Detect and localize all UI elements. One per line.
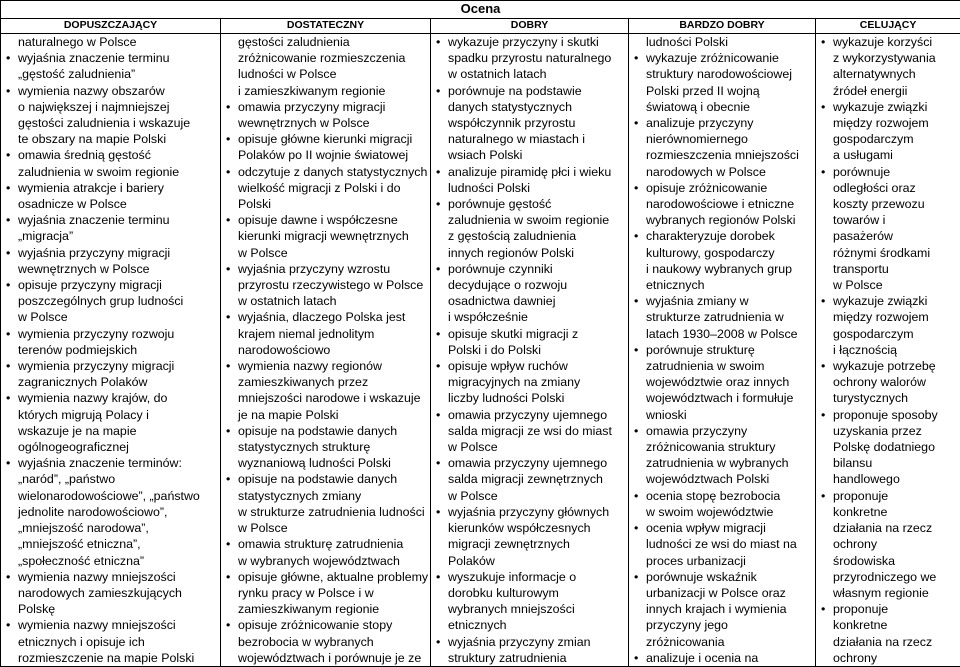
criterion-continuation: zamieszkiwanych przez (223, 374, 428, 390)
criterion-continuation: pasażerów (818, 228, 958, 244)
criterion-continuation: „naród”, „państwo (3, 471, 218, 487)
criterion-item: • omawia przyczyny migracji (223, 99, 428, 115)
criterion-continuation: „mniejszość narodowa”, (3, 520, 218, 536)
criterion-continuation: Polski przed II wojną (631, 83, 813, 99)
criterion-continuation: zagranicznych Polaków (3, 374, 218, 390)
criterion-continuation: je na mapie Polski (223, 407, 428, 423)
criterion-continuation: przyrostu rzeczywistego w Polsce (223, 277, 428, 293)
criterion-item: • wykazuje związki (818, 293, 958, 309)
criterion-continuation: turystycznych (818, 390, 958, 406)
criterion-item: • wyjaśnia przyczyny głównych (433, 504, 626, 520)
column-dostateczny (221, 34, 431, 667)
criterion-item: • wymienia nazwy obszarów (3, 83, 218, 99)
criterion-continuation: ludności Polski (631, 34, 813, 50)
criterion-continuation: z gęstością zaludnienia (433, 228, 626, 244)
column-dopuszczajacy (1, 34, 221, 667)
criterion-item: • wymienia przyczyny migracji (3, 358, 218, 374)
criterion-continuation: z wykorzystywania (818, 50, 958, 66)
criterion-continuation: naturalnego w miastach i (433, 131, 626, 147)
criterion-continuation: gęstości zaludnienia i wskazuje (3, 115, 218, 131)
criterion-item: • wymienia nazwy mniejszości (3, 617, 218, 633)
criterion-continuation: wnioski (631, 407, 813, 423)
criterion-item: • analizuje piramidę płci i wieku (433, 164, 626, 180)
criterion-item: • opisuje główne kierunki migracji (223, 131, 428, 147)
criterion-continuation: własnym regionie (818, 585, 958, 601)
criterion-continuation: Polskę (3, 601, 218, 617)
criterion-continuation: urbanizacji w Polsce oraz (631, 585, 813, 601)
criterion-item: • wyjaśnia przyczyny wzrostu (223, 261, 428, 277)
criterion-continuation: kierunków współczesnych (433, 520, 626, 536)
criterion-continuation: poszczególnych grup ludności (3, 293, 218, 309)
criterion-continuation: ludności Polski (433, 180, 626, 196)
criterion-continuation: ludności ze wsi do miast na (631, 536, 813, 552)
criterion-continuation: statystycznych zmiany (223, 488, 428, 504)
criterion-continuation: środowiska (818, 553, 958, 569)
criterion-item: • wyjaśnia znaczenie terminu (3, 50, 218, 66)
criterion-item: • ocenia wpływ migracji (631, 520, 813, 536)
criterion-continuation: a usługami (818, 147, 958, 163)
criterion-item: • odczytuje z danych statystycznych (223, 164, 428, 180)
criterion-continuation: zaludnienia w swoim regionie (433, 212, 626, 228)
level-header-dostateczny: DOSTATECZNY (221, 19, 431, 34)
criterion-item: • opisuje na podstawie danych (223, 423, 428, 439)
criterion-continuation: krajem niemal jednolitym (223, 326, 428, 342)
criterion-item: • charakteryzuje dorobek (631, 228, 813, 244)
criterion-continuation: w Polsce (818, 277, 958, 293)
criterion-continuation: zamieszkiwanym regionie (223, 601, 428, 617)
criterion-item: • wykazuje zróżnicowanie (631, 50, 813, 66)
level-header-dobry: DOBRY (431, 19, 629, 34)
criterion-continuation: te obszary na mapie Polski (3, 131, 218, 147)
criterion-continuation: odległości oraz (818, 180, 958, 196)
criterion-continuation: i zamieszkiwanym regionie (223, 83, 428, 99)
criterion-item: • opisuje skutki migracji z (433, 326, 626, 342)
criterion-item: • porównuje strukturę (631, 342, 813, 358)
criterion-item: • ocenia stopę bezrobocia (631, 488, 813, 504)
criterion-continuation: i łącznością (818, 342, 958, 358)
criterion-item: • wymienia nazwy mniejszości (3, 569, 218, 585)
level-header-dopuszczajacy: DOPUSZCZAJĄCY (1, 19, 221, 34)
criterion-continuation: strukturze zatrudnienia w (631, 309, 813, 325)
criterion-continuation: proces urbanizacji (631, 553, 813, 569)
criterion-item: • omawia przyczyny (631, 423, 813, 439)
criterion-continuation: danych statystycznych (433, 99, 626, 115)
criterion-item: • proponuje sposoby (818, 407, 958, 423)
criterion-continuation: gospodarczym (818, 326, 958, 342)
criterion-continuation: alternatywnych (818, 66, 958, 82)
criterion-continuation: latach 1930–2008 w Polsce (631, 326, 813, 342)
criterion-continuation: wewnętrznych w Polsce (223, 115, 428, 131)
criterion-item: • opisuje główne, aktualne problemy (223, 569, 428, 585)
criterion-continuation: osadnictwa dawniej (433, 293, 626, 309)
criterion-item: • opisuje zróżnicowanie (631, 180, 813, 196)
criterion-item: • analizuje i ocenia na (631, 650, 813, 666)
criterion-item: • porównuje (818, 164, 958, 180)
criterion-continuation: w ostatnich latach (433, 66, 626, 82)
criterion-continuation: „społeczność etniczna” (3, 553, 218, 569)
criterion-continuation: działania na rzecz (818, 520, 958, 536)
criterion-continuation: rozmieszczenie na mapie Polski (3, 650, 218, 666)
criterion-continuation: ludności w Polsce (223, 66, 428, 82)
criterion-continuation: rozmieszczenia mniejszości (631, 147, 813, 163)
criterion-item: • wyjaśnia przyczyny zmian (433, 634, 626, 650)
criterion-continuation: wsiach Polski (433, 147, 626, 163)
criterion-item: • porównuje gęstość (433, 196, 626, 212)
criterion-continuation: wewnętrznych w Polsce (3, 261, 218, 277)
criterion-item: • omawia przyczyny ujemnego (433, 455, 626, 471)
criterion-continuation: nierównomiernego (631, 131, 813, 147)
criterion-continuation: których migrują Polacy i (3, 407, 218, 423)
criterion-continuation: terenów podmiejskich (3, 342, 218, 358)
criterion-continuation: zaludnienia w swoim regionie (3, 164, 218, 180)
criterion-continuation: salda migracji ze wsi do miast (433, 423, 626, 439)
criterion-continuation: w strukturze zatrudnienia ludności (223, 504, 428, 520)
criterion-continuation: województwie oraz innych (631, 374, 813, 390)
criterion-item: • wyjaśnia zmiany w (631, 293, 813, 309)
criterion-continuation: ochrony (818, 650, 958, 666)
criterion-continuation: narodowych w Polsce (631, 164, 813, 180)
criterion-continuation: ochrony walorów (818, 374, 958, 390)
criterion-continuation: województwach Polski (631, 471, 813, 487)
criterion-continuation: koszty przewozu (818, 196, 958, 212)
criterion-continuation: Polaków (433, 553, 626, 569)
criterion-continuation: o największej i najmniejszej (3, 99, 218, 115)
criterion-continuation: w Polsce (223, 520, 428, 536)
criterion-continuation: między rozwojem (818, 115, 958, 131)
criterion-continuation: wybranych regionów Polski (631, 212, 813, 228)
criterion-continuation: Polski i do Polski (433, 342, 626, 358)
criterion-continuation: statystycznych strukturę (223, 439, 428, 455)
criterion-item: • wyjaśnia znaczenie terminów: (3, 455, 218, 471)
criterion-item: • omawia strukturę zatrudnienia (223, 536, 428, 552)
column-celujacy (816, 34, 960, 667)
criterion-continuation: działania na rzecz (818, 634, 958, 650)
criterion-item: • omawia przyczyny ujemnego (433, 407, 626, 423)
criterion-continuation: konkretne (818, 617, 958, 633)
criterion-continuation: bezrobocia w wybranych (223, 634, 428, 650)
criterion-item: • wymienia atrakcje i bariery (3, 180, 218, 196)
criterion-continuation: w swoim województwie (631, 504, 813, 520)
criterion-continuation: narodowościowo (223, 342, 428, 358)
criterion-continuation: spadku przyrostu naturalnego (433, 50, 626, 66)
criterion-continuation: zatrudnienia w wybranych (631, 455, 813, 471)
criterion-continuation: w ostatnich latach (223, 293, 428, 309)
criterion-continuation: naturalnego w Polsce (3, 34, 218, 50)
criterion-continuation: i współcześnie (433, 309, 626, 325)
criterion-continuation: województwach i porównuje je ze (223, 650, 428, 666)
criterion-continuation: etnicznych (433, 617, 626, 633)
criterion-continuation: narodowych zamieszkujących (3, 585, 218, 601)
criterion-item: • porównuje wskaźnik (631, 569, 813, 585)
criterion-continuation: mniejszości narodowe i wskazuje (223, 390, 428, 406)
criterion-item: • proponuje (818, 488, 958, 504)
criterion-continuation: struktury narodowościowej (631, 66, 813, 82)
criterion-item: • wyszukuje informacje o (433, 569, 626, 585)
criterion-continuation: zróżnicowania (631, 634, 813, 650)
criterion-continuation: województwach i formułuje (631, 390, 813, 406)
criterion-item: • wykazuje potrzebę (818, 358, 958, 374)
criterion-continuation: kulturowy, gospodarczy (631, 245, 813, 261)
criterion-item: • analizuje przyczyny (631, 115, 813, 131)
criterion-continuation: w Polsce (3, 309, 218, 325)
criterion-continuation: w Polsce (433, 488, 626, 504)
criterion-continuation: dorobku kulturowym (433, 585, 626, 601)
criterion-continuation: bilansu (818, 455, 958, 471)
criterion-continuation: gospodarczym (818, 131, 958, 147)
criterion-continuation: transportu (818, 261, 958, 277)
criterion-continuation: „migracja” (3, 228, 218, 244)
criterion-item: • wyjaśnia, dlaczego Polska jest (223, 309, 428, 325)
criterion-continuation: Polaków po II wojnie światowej (223, 147, 428, 163)
criterion-continuation: liczby ludności Polski (433, 390, 626, 406)
criterion-item: • wymienia nazwy regionów (223, 358, 428, 374)
criterion-continuation: w Polsce (223, 245, 428, 261)
criterion-continuation: w Polsce (433, 439, 626, 455)
criterion-item: • wykazuje korzyści (818, 34, 958, 50)
criterion-item: • proponuje (818, 601, 958, 617)
criterion-continuation: migracyjnych na zmiany (433, 374, 626, 390)
criterion-item: • wykazuje związki (818, 99, 958, 115)
level-header-bardzo-dobry: BARDZO DOBRY (629, 19, 816, 34)
criterion-continuation: „gęstość zaludnienia” (3, 66, 218, 82)
criterion-item: • wyjaśnia znaczenie terminu (3, 212, 218, 228)
table-title: Ocena (1, 1, 960, 19)
criterion-continuation: konkretne (818, 504, 958, 520)
criterion-continuation: osadnicze w Polsce (3, 196, 218, 212)
criterion-continuation: światową i obecnie (631, 99, 813, 115)
criterion-continuation: wyznaniową ludności Polski (223, 455, 428, 471)
criterion-continuation: wybranych mniejszości (433, 601, 626, 617)
criterion-continuation: ochrony (818, 536, 958, 552)
criterion-continuation: wskazuje je na mapie (3, 423, 218, 439)
criterion-continuation: jednolite narodowościowo”, (3, 504, 218, 520)
criterion-continuation: wielkość migracji z Polski i do (223, 180, 428, 196)
criterion-continuation: zróżnicowanie rozmieszczenia (223, 50, 428, 66)
criterion-continuation: etnicznych (631, 277, 813, 293)
criterion-item: • opisuje na podstawie danych (223, 471, 428, 487)
criterion-continuation: kierunki migracji wewnętrznych (223, 228, 428, 244)
criterion-continuation: gęstości zaludnienia (223, 34, 428, 50)
criterion-continuation: salda migracji zewnętrznych (433, 471, 626, 487)
criterion-continuation: narodowościowe i etniczne (631, 196, 813, 212)
criterion-continuation: i naukowy wybranych grup (631, 261, 813, 277)
criterion-continuation: zróżnicowania struktury (631, 439, 813, 455)
criterion-continuation: zatrudnienia w swoim (631, 358, 813, 374)
criterion-continuation: ogólnogeograficznej (3, 439, 218, 455)
criterion-item: • porównuje czynniki (433, 261, 626, 277)
criterion-continuation: migracji zewnętrznych (433, 536, 626, 552)
criterion-continuation: uzyskania przez (818, 423, 958, 439)
criterion-continuation: przyrodniczego we (818, 569, 958, 585)
criterion-item: • opisuje przyczyny migracji (3, 277, 218, 293)
criterion-continuation: źródeł energii (818, 83, 958, 99)
criterion-continuation: etnicznych i opisuje ich (3, 634, 218, 650)
criterion-item: • porównuje na podstawie (433, 83, 626, 99)
level-header-celujacy: CELUJĄCY (816, 19, 960, 34)
criterion-item: • opisuje dawne i współczesne (223, 212, 428, 228)
criterion-item: • opisuje zróżnicowanie stopy (223, 617, 428, 633)
criterion-continuation: handlowego (818, 471, 958, 487)
criterion-item: • wymienia nazwy krajów, do (3, 390, 218, 406)
criterion-continuation: Polski (223, 196, 428, 212)
criterion-item: • wymienia przyczyny rozwoju (3, 326, 218, 342)
column-dobry (431, 34, 629, 667)
criterion-continuation: rynku pracy w Polsce i w (223, 585, 428, 601)
criterion-continuation: współczynnik przyrostu (433, 115, 626, 131)
criterion-item: • wyjaśnia przyczyny migracji (3, 245, 218, 261)
criterion-item: • opisuje wpływ ruchów (433, 358, 626, 374)
criterion-continuation: innych krajach i wymienia (631, 601, 813, 617)
criterion-continuation: „mniejszość etniczna”, (3, 536, 218, 552)
criterion-continuation: struktury zatrudnienia (433, 650, 626, 666)
column-bardzo-dobry (629, 34, 816, 667)
criterion-continuation: w wybranych województwach (223, 553, 428, 569)
criterion-continuation: Polskę dodatniego (818, 439, 958, 455)
criterion-continuation: towarów i (818, 212, 958, 228)
criterion-continuation: innych regionów Polski (433, 245, 626, 261)
criterion-continuation: decydujące o rozwoju (433, 277, 626, 293)
criterion-continuation: przyczyny jego (631, 617, 813, 633)
criterion-item: • omawia średnią gęstość (3, 147, 218, 163)
criterion-continuation: różnymi środkami (818, 245, 958, 261)
criterion-item: • wykazuje przyczyny i skutki (433, 34, 626, 50)
criterion-continuation: wielonarodowościowe”, „państwo (3, 488, 218, 504)
criterion-continuation: między rozwojem (818, 309, 958, 325)
